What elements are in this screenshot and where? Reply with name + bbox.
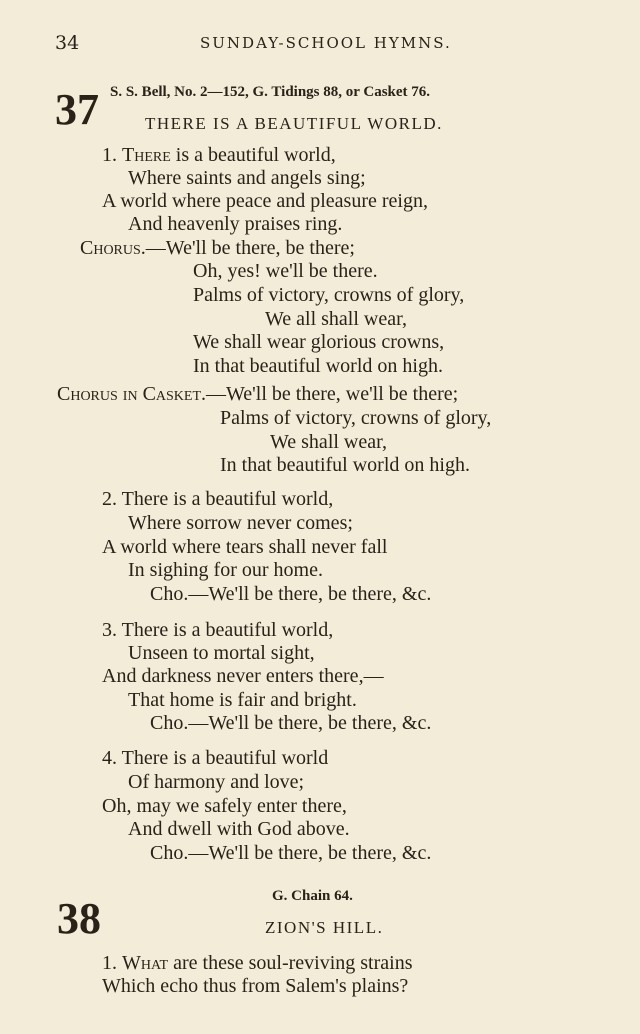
- verse-2-line-3: A world where tears shall never fall: [102, 536, 388, 558]
- chorus-line-5: We shall wear glorious crowns,: [193, 331, 445, 353]
- hymn-38-verse-1-line-2: Which echo thus from Salem's plains?: [102, 975, 409, 997]
- hymn-38-title: ZION'S HILL.: [265, 918, 384, 937]
- verse-4-chorus-ref: Cho.—We'll be there, be there, &c.: [150, 842, 432, 864]
- chorus-line-1: [80, 236, 355, 260]
- verse-1-line-3: A world where peace and pleasure reign,: [102, 190, 428, 212]
- casket-chorus-line-1: [57, 382, 458, 406]
- verse-2-line-2: Where sorrow never comes;: [128, 512, 353, 534]
- hymn-37-reference: S. S. Bell, No. 2—152, G. Tidings 88, or Casket 76.: [110, 84, 431, 100]
- verse-3-chorus-ref: Cho.—We'll be there, be there, &c.: [150, 712, 432, 734]
- chorus-line-6: In that beautiful world on high.: [193, 355, 443, 377]
- page-number: 34: [55, 32, 80, 54]
- casket-chorus-line-2: Palms of victory, crowns of glory,: [220, 407, 492, 429]
- verse-4-line-3: Oh, may we safely enter there,: [102, 795, 347, 817]
- verse-2-line-4: In sighing for our home.: [128, 559, 323, 581]
- hymn-37-title: THERE IS A BEAUTIFUL WORLD.: [145, 114, 443, 133]
- verse-1-line-4: And heavenly praises ring.: [128, 213, 343, 235]
- first-word: There: [122, 144, 171, 166]
- verse-3-line-2: Unseen to mortal sight,: [128, 642, 315, 664]
- running-title: SUNDAY-SCHOOL HYMNS.: [200, 34, 452, 52]
- verse-3-line-4: That home is fair and bright.: [128, 689, 357, 711]
- chorus-line-4: We all shall wear,: [265, 308, 407, 330]
- verse-4-line-1: 4. There is a beautiful world: [102, 747, 329, 769]
- verse-4-line-4: And dwell with God above.: [128, 818, 350, 840]
- line-rest: —We'll be there, be there;: [145, 237, 355, 259]
- chorus-label: Chorus.: [80, 237, 146, 259]
- casket-chorus-line-4: In that beautiful world on high.: [220, 454, 470, 476]
- verse-1-line-2: Where saints and angels sing;: [128, 167, 366, 189]
- verse-3-line-1: 3. There is a beautiful world,: [102, 619, 334, 641]
- hymn-38-reference: G. Chain 64.: [272, 888, 353, 904]
- chorus-line-2: Oh, yes! we'll be there.: [193, 260, 378, 282]
- verse-2-line-1: 2. There is a beautiful world,: [102, 488, 334, 510]
- hymn-38-verse-1-line-1: [102, 951, 412, 975]
- verse-1-line-1: [102, 143, 336, 167]
- line-rest: are these soul-reviving strains: [168, 952, 413, 974]
- line-rest: is a beautiful world,: [170, 144, 336, 166]
- chorus-line-3: Palms of victory, crowns of glory,: [193, 284, 465, 306]
- casket-chorus-line-3: We shall wear,: [270, 431, 387, 453]
- first-word: What: [122, 952, 169, 974]
- casket-chorus-label: Chorus in Casket.: [57, 383, 207, 405]
- verse-3-line-3: And darkness never enters there,—: [102, 665, 384, 687]
- verse-2-chorus-ref: Cho.—We'll be there, be there, &c.: [150, 583, 432, 605]
- hymn-37-number: 37: [55, 85, 99, 134]
- line-rest: —We'll be there, we'll be there;: [206, 383, 459, 405]
- verse-4-line-2: Of harmony and love;: [128, 771, 305, 793]
- hymn-38-number: 38: [57, 894, 101, 943]
- verse-number: 1.: [102, 144, 117, 166]
- verse-number: 1.: [102, 952, 117, 974]
